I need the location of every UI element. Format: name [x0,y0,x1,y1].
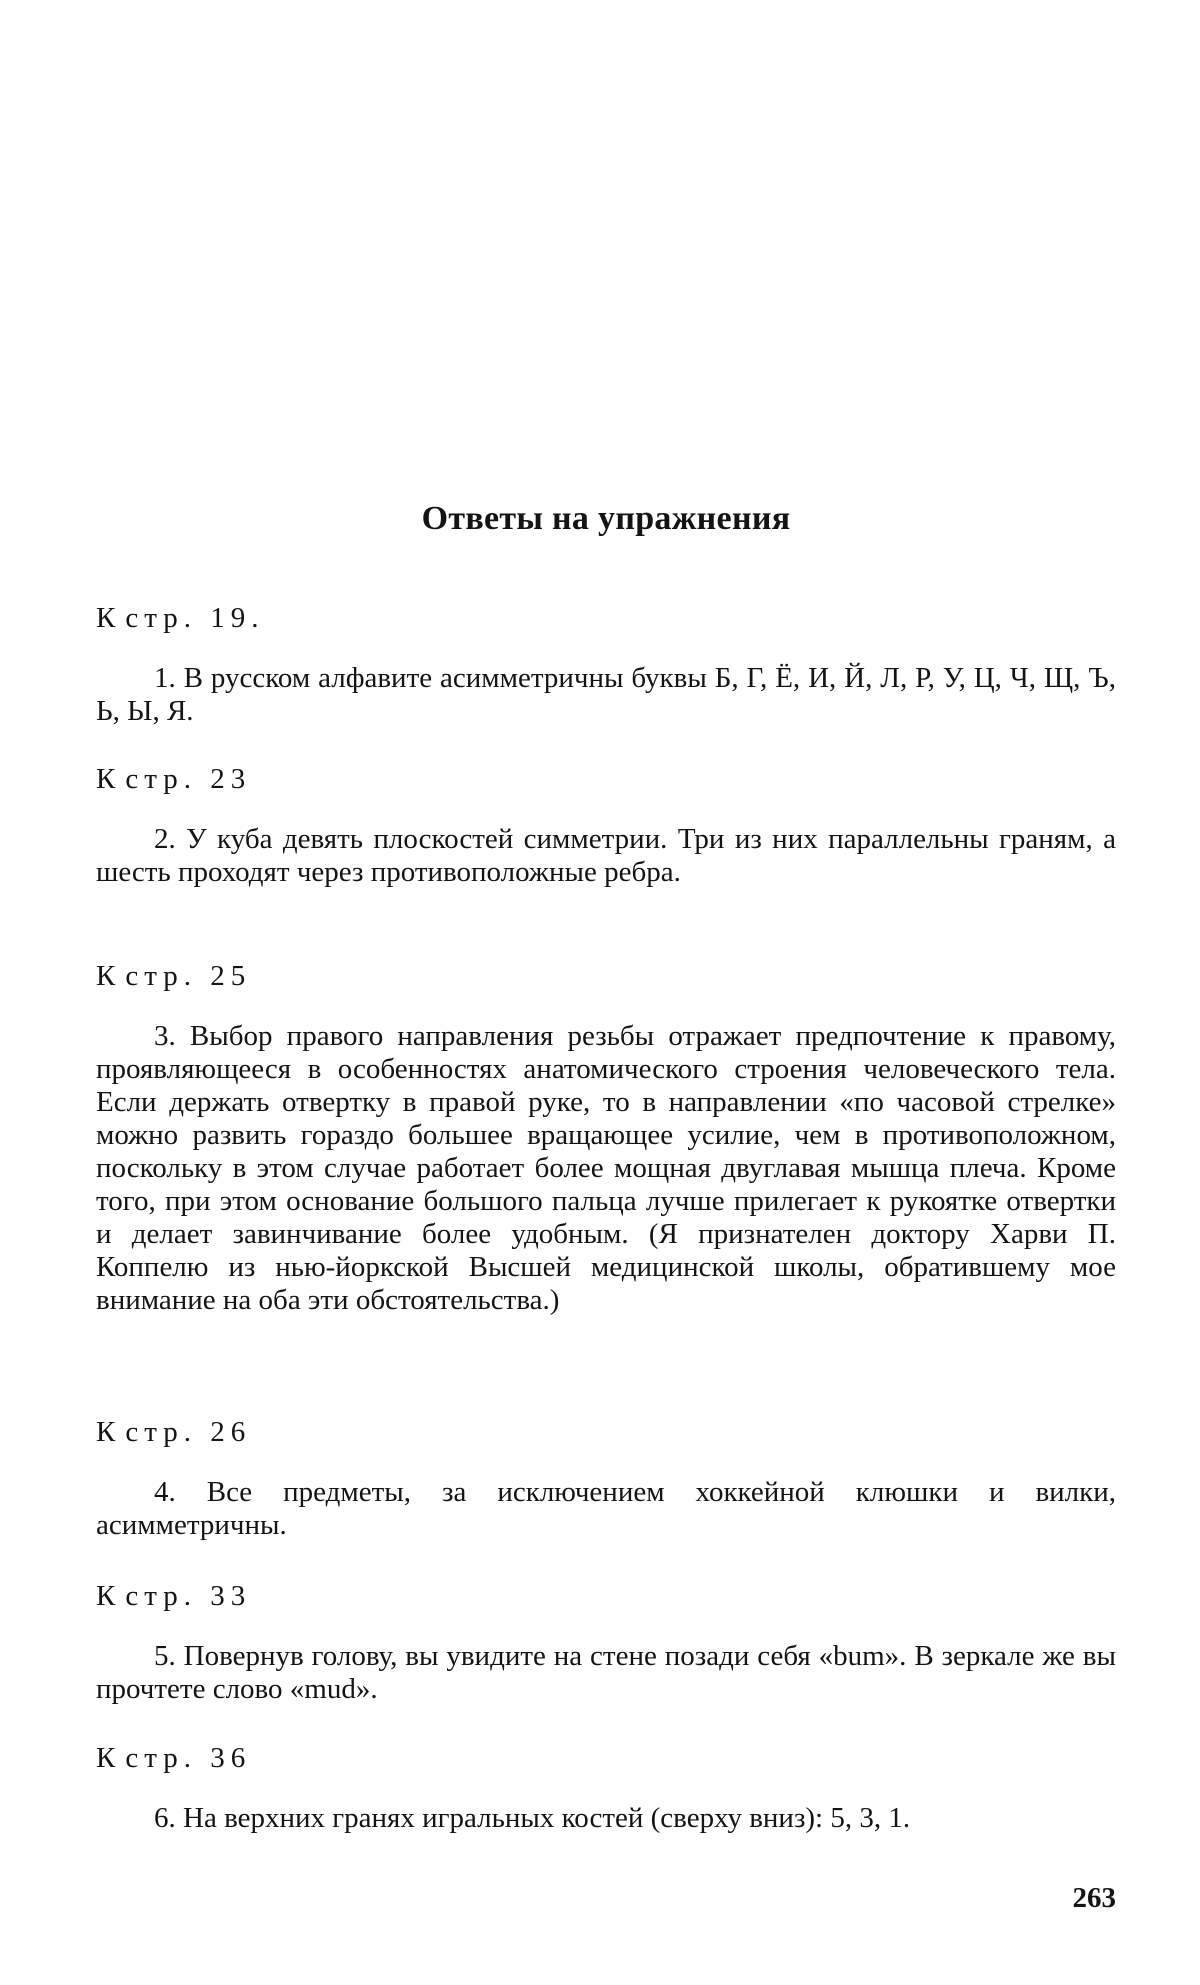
page-reference [96,1740,1116,1776]
reference-prefix: К [96,602,116,634]
reference-page: стр. 26 [125,1416,252,1448]
answer-text: 5. Повернув голову, вы увидите на стене позади себя «bum». В зеркале же вы прочтете слово «mud». [96,1640,1116,1705]
answer-text: 2. У куба девять плоскостей симметрии. Три из них параллельны граням, а шесть проходят через противоположные ребра. [96,823,1116,888]
reference-page: стр. 33 [125,1580,252,1612]
reference-page: стр. 23 [125,763,252,795]
answer-section-4 [96,1414,1116,1542]
answer-text: 3. Выбор правого направления резьбы отражает предпочтение к правому, проявляющееся в особенностях анатомического строения человеческого тела. Если держать отвертку в правой руке, то в направлении «по часовой стрелке» можно развить гораздо большее вращающее усилие, чем в противоположном, поскольку в этом случае работает более мощная двуглавая мышца плеча. Кроме того, при этом основание большого пальца лучше прилегает к рукоятке отвертки и делает завинчивание более удобным. (Я признателен доктору Харви П. Коппелю из нью-йоркской Высшей медицинской школы, обратившему мое внимание на оба эти обстоятельства.) [96,1020,1116,1316]
page-reference [96,1578,1116,1614]
book-page [96,0,1116,1985]
answer-text: 6. На верхних гранях игральных костей (сверху вниз): 5, 3, 1. [154,1802,911,1834]
page-reference [96,958,1116,994]
answer-section-1 [96,600,1116,728]
reference-prefix: К [96,1742,116,1774]
answer-section-3 [96,958,1116,1317]
reference-prefix: К [96,1416,116,1448]
answer-text: 4. Все предметы, за исключением хоккейной клюшки и вилки, асимметричны. [96,1476,1116,1541]
answer-section-6 [96,1740,1116,1835]
reference-prefix: К [96,763,116,795]
reference-page: стр. 36 [125,1742,252,1774]
reference-page: стр. 25 [125,960,252,992]
reference-page: стр. 19. [125,602,265,634]
page-title: Ответы на упражнения [421,500,791,537]
page-number: 263 [1072,1882,1116,1914]
answer-text: 1. В русском алфавите асимметричны буквы Б, Г, Ё, И, Й, Л, Р, У, Ц, Ч, Щ, Ъ, Ь, Ы, Я. [96,662,1116,727]
reference-prefix: К [96,1580,116,1612]
page-reference [96,761,1116,797]
page-reference [96,1414,1116,1450]
answer-section-5 [96,1578,1116,1706]
page-reference [96,600,1116,636]
answer-section-2 [96,761,1116,889]
reference-prefix: К [96,960,116,992]
